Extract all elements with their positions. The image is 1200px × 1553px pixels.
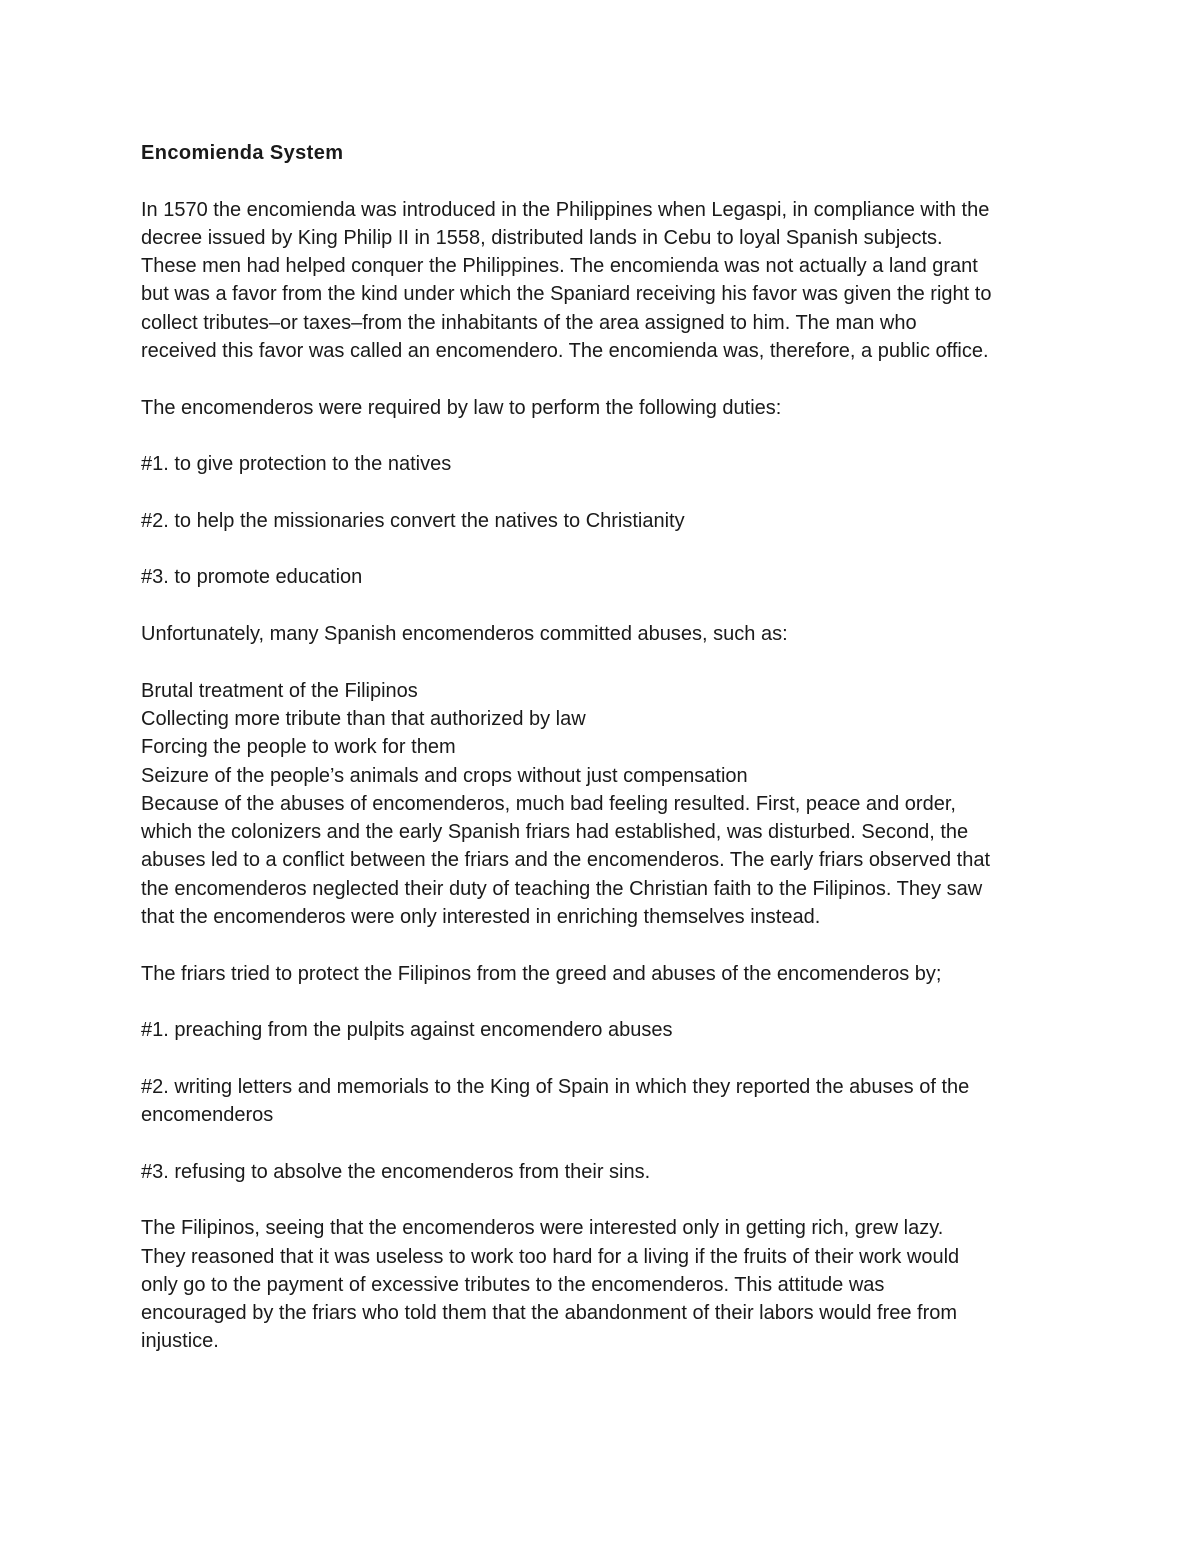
duty-item-1: #1. to give protection to the natives [141,453,452,476]
duty-item-2: #2. to help the missionaries convert the natives to Christianity [141,509,685,532]
friar-action-3: #3. refusing to absolve the encomenderos from their sins. [141,1160,651,1183]
consequences-paragraph: Because of the abuses of encomenderos, much bad feeling resulted. First, peace and order, which the colonizers and the early Spanish friars had established, was disturbed. Second, the abuses led to a conflict between the friars and the encomenderos. The early friars observed that the encomenderos neglected their duty of teaching the Christian faith to the Filipinos. They saw that the encomenderos were only interested in enriching themselves instead. [141,792,991,929]
document-title: Encomienda System [141,142,344,164]
document-body [141,139,1081,1356]
abuse-item-3: Forcing the people to work for them [141,736,456,759]
duties-intro-paragraph: The encomenderos were required by law to perform the following duties: [141,396,782,419]
abuses-intro-paragraph: Unfortunately, many Spanish encomenderos committed abuses, such as: [141,623,788,646]
abuse-item-1: Brutal treatment of the Filipinos [141,679,418,702]
friar-action-1: #1. preaching from the pulpits against encomendero abuses [141,1019,673,1042]
abuse-item-2: Collecting more tribute than that authorized by law [141,707,586,730]
duty-item-3: #3. to promote education [141,566,363,589]
intro-paragraph: In 1570 the encomienda was introduced in the Philippines when Legaspi, in compliance with the decree issued by King Philip II in 1558, distributed lands in Cebu to loyal Spanish subjects. These men had helped conquer the Philippines. The encomienda was not actually a land grant but was a favor from the kind under which the Spaniard receiving his favor was given the right to collect tributes–or taxes–from the inhabitants of the area assigned to him. The man who received this favor was called an encomendero. The encomienda was, therefore, a public office. [141,198,992,363]
abuse-item-4: Seizure of the people’s animals and crops without just compensation [141,764,748,787]
conclusion-paragraph: The Filipinos, seeing that the encomenderos were interested only in getting rich, grew lazy. They reasoned that it was useless to work too hard for a living if the fruits of their work would only go to the payment of excessive tributes to the encomenderos. This attitude was encouraged by the friars who told them that the abandonment of their labors would free from injustice. [141,1217,960,1353]
friars-intro-paragraph: The friars tried to protect the Filipinos from the greed and abuses of the encomenderos by; [141,962,942,985]
friar-action-2: #2. writing letters and memorials to the King of Spain in which they reported the abuses of the encomenderos [141,1075,970,1127]
